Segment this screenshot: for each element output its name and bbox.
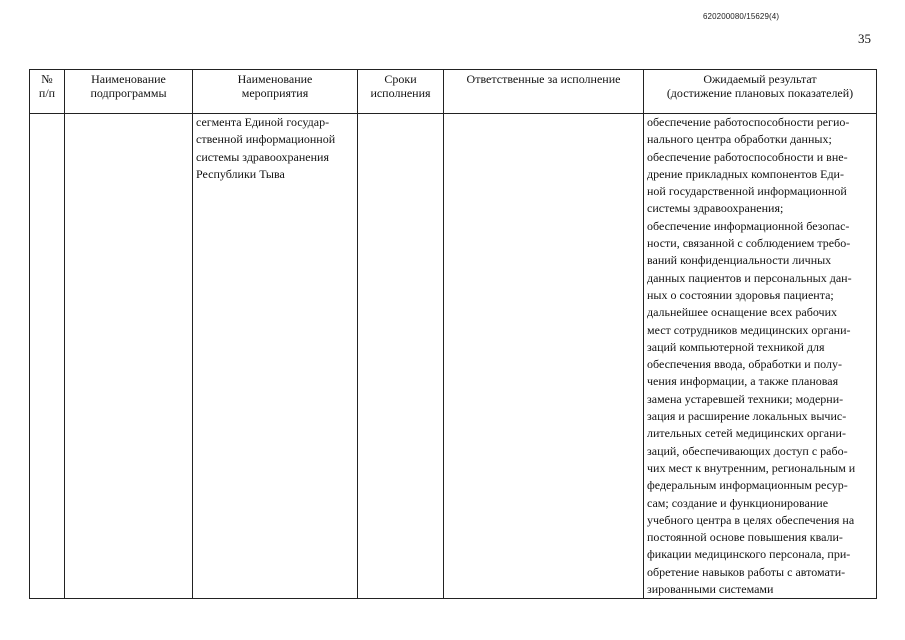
cell-deadline bbox=[358, 114, 444, 599]
cell-event bbox=[193, 114, 358, 599]
result-text-line: обеспечения ввода, обработки и полу- bbox=[647, 357, 842, 372]
result-text-line: постоянной основе повышения квали- bbox=[647, 530, 843, 545]
result-text-line: сам; создание и функционирование bbox=[647, 495, 829, 510]
result-text-line: зация и расширение локальных вычис- bbox=[647, 409, 847, 424]
cell-responsible bbox=[444, 114, 644, 599]
cell-subprogram bbox=[65, 114, 193, 599]
result-text-line: ных о состоянии здоровья пациента; bbox=[647, 287, 834, 302]
result-text-line: учебного центра в целях обеспечения на bbox=[647, 512, 855, 527]
result-text-line: обеспечение работоспособности и вне- bbox=[647, 149, 848, 164]
event-text-line: сегмента Единой государ- bbox=[196, 115, 330, 129]
result-text-line: чих мест к внутренним, региональным и bbox=[647, 460, 856, 475]
column-header-deadline: Сроки исполнения bbox=[358, 70, 444, 114]
event-text bbox=[193, 114, 357, 183]
result-text-line: дрение прикладных компонентов Еди- bbox=[647, 166, 844, 181]
result-text bbox=[644, 114, 876, 598]
result-text-line: зированными системами bbox=[647, 582, 774, 597]
column-header-result: Ожидаемый результат (достижение плановых показателей) bbox=[644, 70, 877, 114]
event-text-line: системы здравоохранения bbox=[196, 149, 329, 164]
result-text-line: обеспечение информационной безопас- bbox=[647, 218, 850, 233]
result-text-line: замена устаревшей техники; модерни- bbox=[647, 391, 844, 406]
document-id: 620200080/15629(4) bbox=[703, 12, 780, 21]
table-header-row bbox=[30, 70, 877, 114]
program-table bbox=[29, 69, 877, 599]
result-text-line: заций, обеспечивающих доступ с рабо- bbox=[647, 443, 848, 458]
column-header-event: Наименование мероприятия bbox=[193, 70, 358, 114]
event-text-line: Республики Тыва bbox=[196, 166, 285, 181]
cell-number bbox=[30, 114, 65, 599]
result-text-line: федеральным информационным ресур- bbox=[647, 478, 848, 493]
result-text-line: лительных сетей медицинских органи- bbox=[647, 426, 846, 441]
result-text-line: обретение навыков работы с автомати- bbox=[647, 564, 846, 579]
result-text-line: обеспечение работоспособности регио- bbox=[647, 115, 850, 129]
result-text-line: мест сотрудников медицинских органи- bbox=[647, 322, 851, 337]
event-text-line: ственной информационной bbox=[196, 132, 336, 147]
column-header-number: № п/п bbox=[30, 70, 65, 114]
column-header-subprogram: Наименование подпрограммы bbox=[65, 70, 193, 114]
result-text-line: ности, связанной с соблюдением требо- bbox=[647, 236, 851, 251]
result-text-line: данных пациентов и персональных дан- bbox=[647, 270, 852, 285]
result-text-line: фикации медицинского персонала, при- bbox=[647, 547, 851, 562]
result-text-line: нального центра обработки данных; bbox=[647, 132, 832, 147]
result-text-line: чения информации, а также плановая bbox=[647, 374, 839, 389]
result-text-line: заций компьютерной техникой для bbox=[647, 339, 825, 354]
cell-result bbox=[644, 114, 877, 599]
column-header-responsible: Ответственные за исполнение bbox=[444, 70, 644, 114]
page-number: 35 bbox=[858, 31, 871, 46]
result-text-line: системы здравоохранения; bbox=[647, 201, 784, 216]
result-text-line: ваний конфиденциальности личных bbox=[647, 253, 832, 268]
result-text-line: дальнейшее оснащение всех рабочих bbox=[647, 305, 837, 320]
result-text-line: ной государственной информационной bbox=[647, 184, 847, 199]
table-row bbox=[30, 114, 877, 599]
